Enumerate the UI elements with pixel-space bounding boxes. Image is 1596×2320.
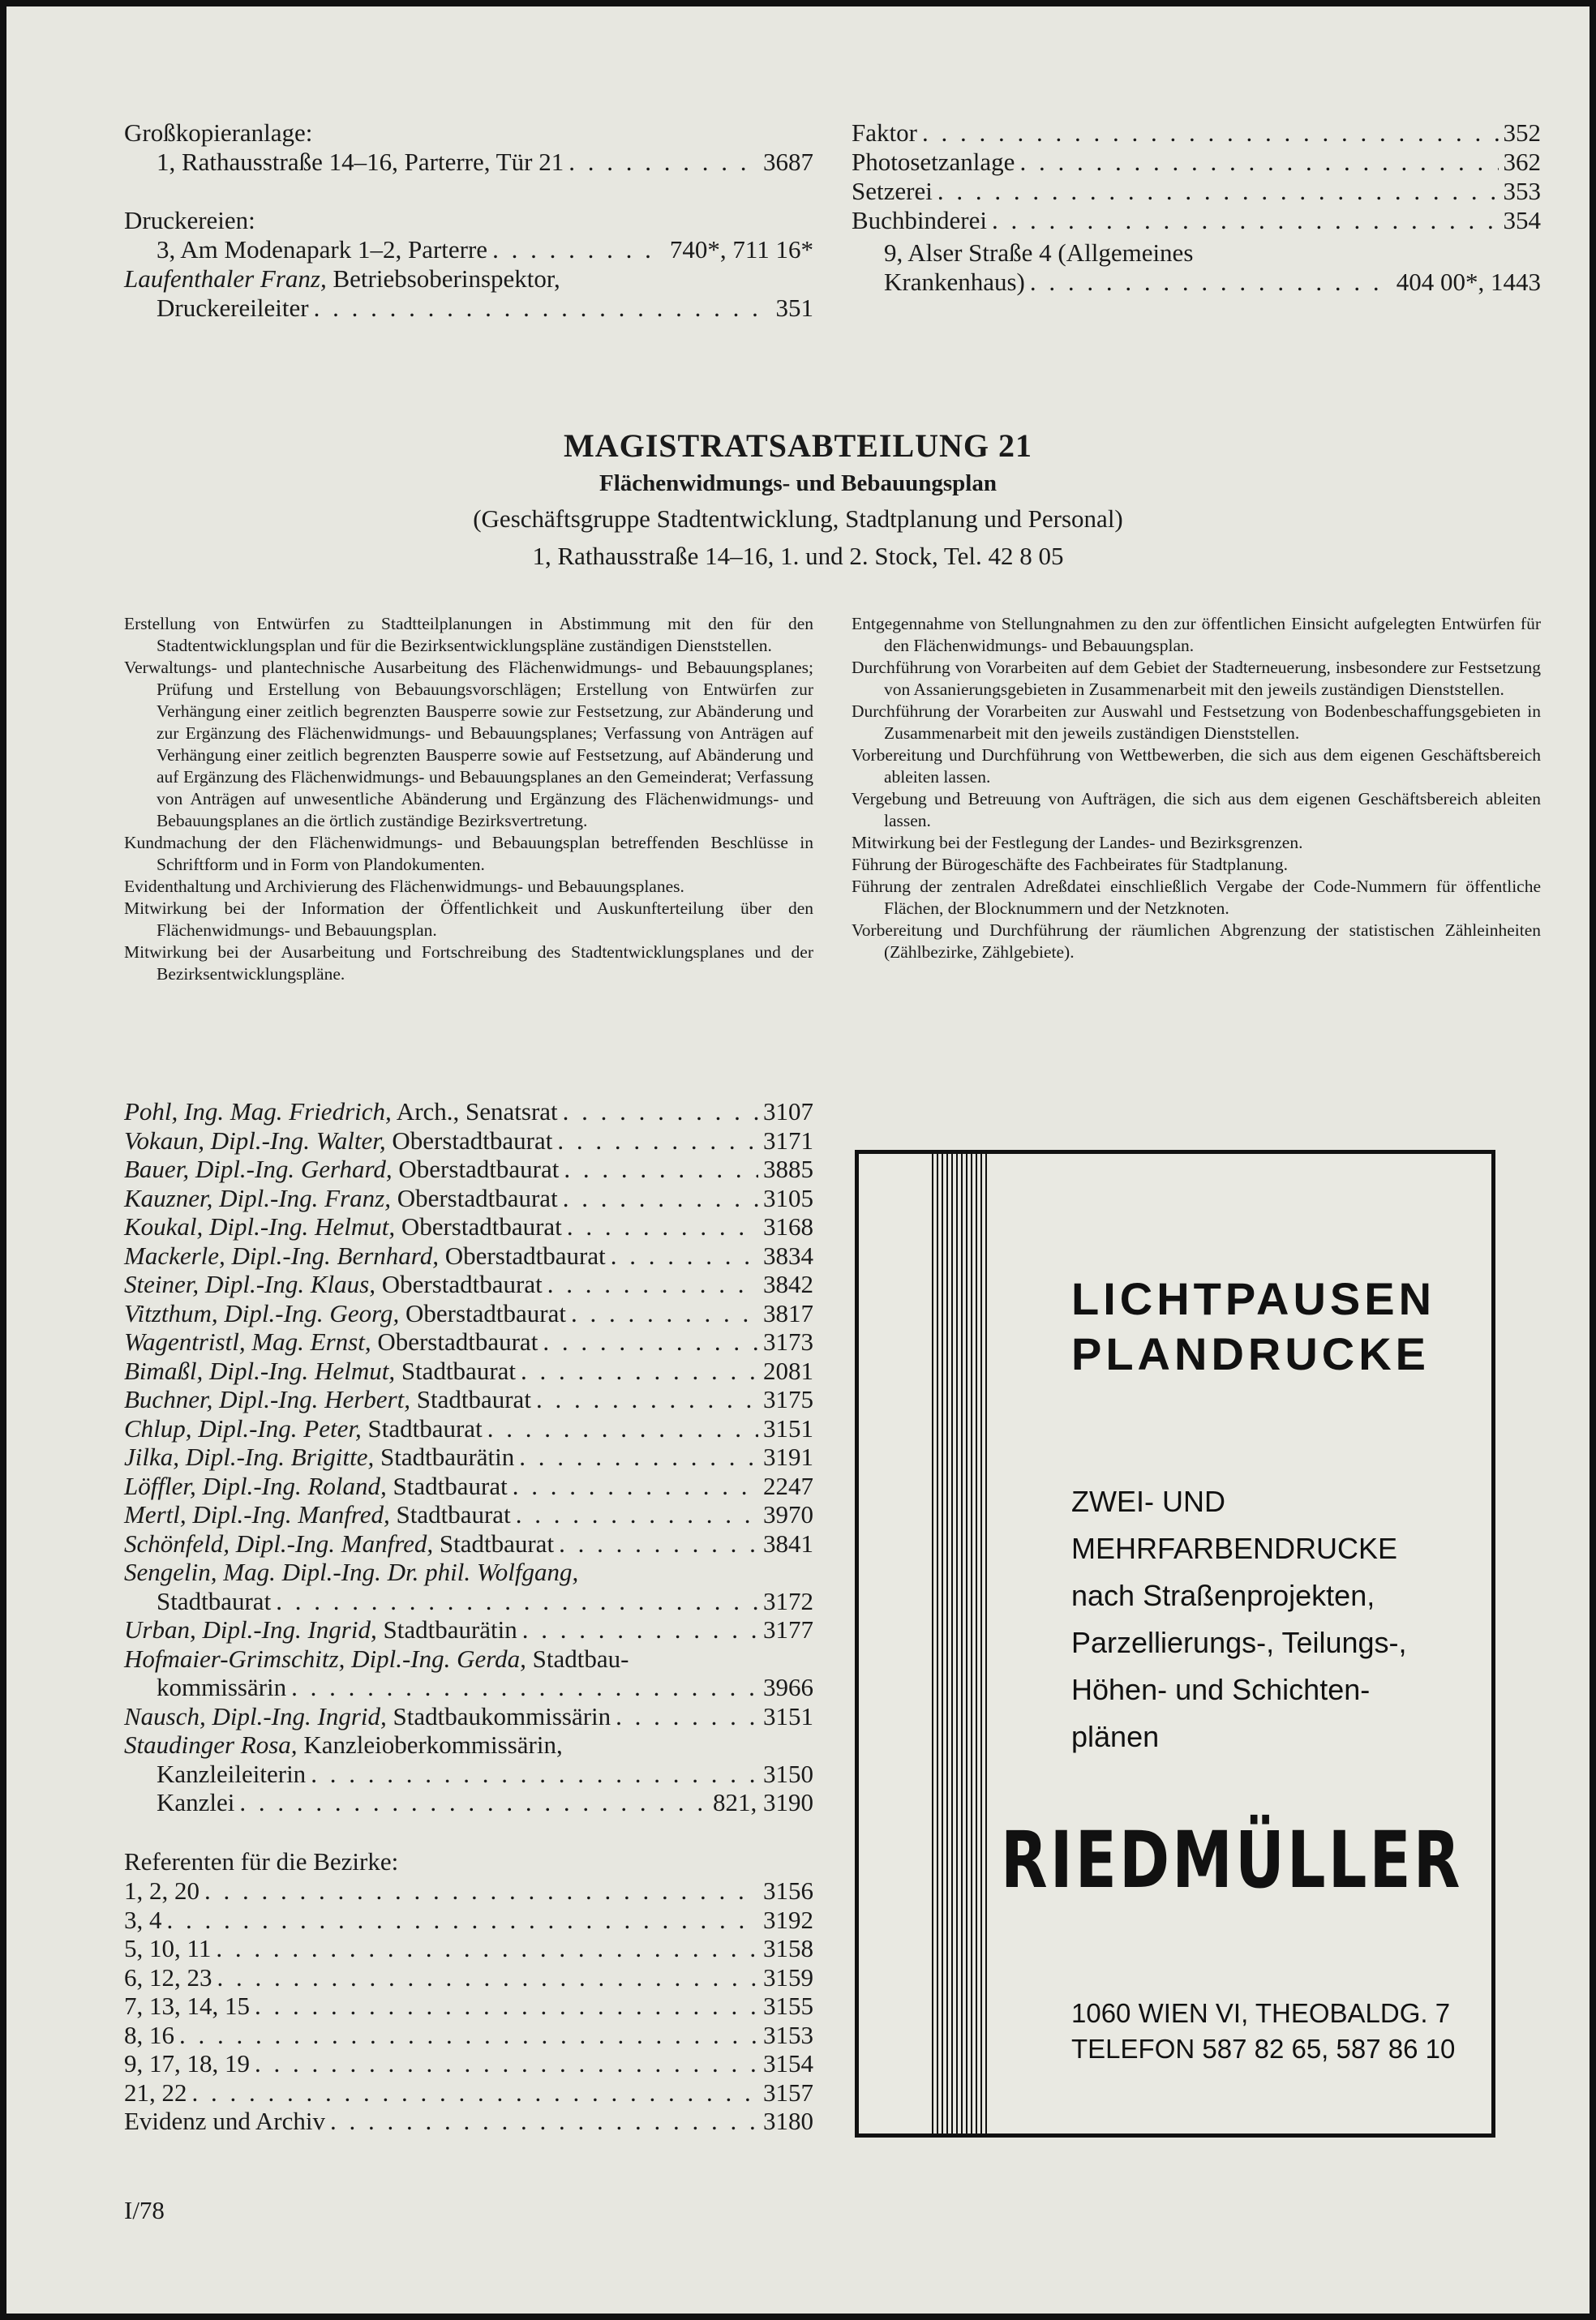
- staff-title: Stadtbaukommissärin: [386, 1701, 611, 1730]
- entry-line: [124, 148, 813, 177]
- leader-dots: [616, 1702, 758, 1731]
- staff-title: Kanzlei: [157, 1788, 235, 1816]
- entry-value: 404 00*, 1443: [1396, 268, 1541, 296]
- task-paragraph: Verwaltungs- und plantechnische Ausarbeitung des Flächenwidmungs- und Bebauungsplanes; Prüfung und Erstellung von Bebauungsvorschlägen; Erstellung von Entwürfen zur Verhängung einer zeitlich begrenzten Bausperre sowie zur Festsetzung, zur Abänderung und zur Ergänzung des Flächenwidmungs- und Bebauungsplanes; Verfassung von Anträgen auf Verhängung einer zeitlich begrenzten Bausperre sowie auf Festsetzung, auf Abänderung und auf Ergänzung des Flächenwidmungs- und Bebauungsplanes an den Gemeinderat; Verfassung von Anträgen auf unwesentliche Abänderung und Ergänzung des Flächenwidmungs- und Bebauungsplanes an die örtlich zuständige Bezirksvertretung.: [124, 658, 813, 830]
- staff-title: Oberstadtbaurat: [395, 1212, 562, 1241]
- leader-dots: [559, 1529, 758, 1559]
- entry-value: 3687: [763, 148, 813, 176]
- leader-dots: [311, 1760, 758, 1789]
- ad-contact: [1071, 1996, 1455, 2067]
- leader-dots: [937, 177, 1499, 206]
- staff-row: [124, 1126, 813, 1156]
- entry-heading: Großkopieranlage:: [124, 118, 313, 147]
- entry-value: 351: [775, 294, 813, 322]
- leader-dots: [513, 1472, 758, 1501]
- staff-name: Hofmaier-Grimschitz, Dipl.-Ing. Gerda,: [124, 1644, 526, 1673]
- staff-row: [124, 1730, 813, 1760]
- leader-dots: [543, 1327, 758, 1357]
- entry-value: 362: [1503, 148, 1541, 176]
- entry-label: Photosetzanlage: [852, 148, 1015, 176]
- leader-dots: [547, 1270, 758, 1299]
- entry-heading: Druckereien:: [124, 206, 255, 234]
- staff-name: Wagentristl, Mag. Ernst,: [124, 1327, 371, 1356]
- leader-dots: [521, 1357, 758, 1386]
- leader-dots: [314, 294, 771, 323]
- leader-dots: [536, 1385, 758, 1414]
- entry-line: [124, 235, 813, 264]
- referent-row: [124, 2107, 813, 2136]
- staff-name: Kauzner, Dipl.-Ing. Franz,: [124, 1183, 391, 1212]
- referent-extension: 3157: [763, 2078, 813, 2107]
- staff-row: [124, 1443, 813, 1472]
- staff-title: Stadtbau-: [526, 1644, 629, 1673]
- staff-row: [124, 1529, 813, 1559]
- leader-dots: [217, 1963, 759, 1992]
- entry-value: 740*, 711 16*: [669, 235, 813, 264]
- staff-title: Stadtbaurat: [386, 1471, 508, 1500]
- leader-dots: [522, 1615, 758, 1645]
- staff-title: Oberstadtbaurat: [375, 1270, 543, 1298]
- document-page: [6, 6, 1590, 2314]
- staff-title: Oberstadtbaurat: [390, 1183, 558, 1212]
- ad-logo: RIEDMÜLLER: [1001, 1815, 1463, 1906]
- referent-extension: 3153: [763, 2020, 813, 2049]
- staff-name: Staudinger Rosa,: [124, 1730, 298, 1759]
- entry-label: Buchbinderei: [852, 206, 988, 234]
- referent-districts: 6, 12, 23: [124, 1962, 212, 1992]
- task-paragraph: Kundmachung der den Flächenwidmungs- und Bebauungsplan betreffenden Beschlüsse in Schriftform und in Form von Plandokumenten.: [124, 833, 813, 874]
- referent-districts: 21, 22: [124, 2078, 187, 2107]
- staff-extension: 3817: [763, 1298, 813, 1327]
- entry-line: [852, 177, 1541, 206]
- staff-extension: 3885: [763, 1155, 813, 1183]
- leader-dots: [204, 1876, 758, 1906]
- staff-name: Vokaun, Dipl.-Ing. Walter,: [124, 1126, 386, 1155]
- staff-extension: 3834: [763, 1241, 813, 1270]
- staff-title: Kanzleioberkommissärin,: [297, 1730, 563, 1759]
- staff-row: [124, 1760, 813, 1789]
- entry-label: 3, Am Modenapark 1–2, Parterre: [157, 235, 488, 264]
- referent-districts: 5, 10, 11: [124, 1934, 212, 1962]
- task-paragraph: Entgegennahme von Stellungnahmen zu den zur öffentlichen Einsicht aufgelegten Entwürfen für den Flächenwidmungs- und Bebauungsplan.: [852, 614, 1541, 655]
- leader-dots: [1019, 148, 1498, 177]
- staff-extension: 3168: [763, 1212, 813, 1241]
- top-right-column: [852, 118, 1541, 297]
- leader-dots: [567, 1212, 758, 1241]
- ad-body-line: MEHRFARBENDRUCKE: [1071, 1532, 1398, 1565]
- ad-body-line: Höhen- und Schichten-: [1071, 1673, 1371, 1706]
- tasks-right-column: [852, 613, 1541, 963]
- leader-dots: [216, 1934, 758, 1963]
- staff-name: Koukal, Dipl.-Ing. Helmut,: [124, 1212, 396, 1241]
- staff-title: Stadtbaurat: [389, 1500, 511, 1529]
- staff-row: [124, 1385, 813, 1414]
- staff-row: [124, 1500, 813, 1529]
- task-paragraph: Durchführung von Vorarbeiten auf dem Gebiet der Stadterneuerung, insbesondere zur Festsetzung von Assanierungsgebieten in Zusammenarbeit mit den jeweils zuständigen Dienststellen.: [852, 658, 1541, 699]
- staff-extension: 3191: [763, 1443, 813, 1471]
- staff-row: [124, 1212, 813, 1241]
- referent-row: [124, 2049, 813, 2078]
- staff-row: [124, 1702, 813, 1731]
- staff-extension: 3966: [763, 1673, 813, 1701]
- staff-title: Oberstadtbaurat: [385, 1126, 553, 1155]
- leader-dots: [487, 1414, 758, 1443]
- staff-title: Stadtbaurätin: [376, 1615, 517, 1644]
- task-paragraph: Führung der Bürogeschäfte des Fachbeirates für Stadtplanung.: [852, 855, 1288, 874]
- entry-label: 9, Alser Straße 4 (Allgemeines: [884, 238, 1194, 267]
- staff-extension: 2081: [763, 1356, 813, 1385]
- staff-extension: 3150: [763, 1759, 813, 1788]
- staff-row: [124, 1270, 813, 1299]
- ad-body-line: nach Straßenprojekten,: [1071, 1579, 1375, 1612]
- staff-name: Mackerle, Dipl.-Ing. Bernhard,: [124, 1241, 439, 1270]
- leader-dots: [519, 1443, 758, 1472]
- staff-row: [124, 1615, 813, 1645]
- task-paragraph: Durchführung der Vorarbeiten zur Auswahl und Festsetzung von Bodenbeschaffungsgebieten in Zusammenarbeit mit den jeweils zuständigen Dienststellen.: [852, 701, 1541, 743]
- leader-dots: [1030, 268, 1392, 297]
- leader-dots: [492, 235, 665, 264]
- staff-title: Arch., Senatsrat: [391, 1097, 558, 1126]
- staff-title: kommissärin: [157, 1673, 287, 1701]
- staff-row: [124, 1558, 813, 1587]
- staff-extension: 3151: [763, 1413, 813, 1443]
- leader-dots: [179, 2021, 758, 2050]
- ad-address: 1060 WIEN VI, THEOBALDG. 7: [1071, 1998, 1451, 2028]
- ad-stripes: [932, 1154, 987, 2133]
- entry-line: [852, 118, 1541, 148]
- staff-extension: 3177: [763, 1615, 813, 1644]
- leader-dots: [192, 2078, 759, 2108]
- staff-title: Oberstadtbaurat: [438, 1241, 606, 1270]
- staff-title: Oberstadtbaurat: [392, 1155, 560, 1183]
- leader-dots: [611, 1241, 758, 1271]
- staff-title: Oberstadtbaurat: [371, 1327, 538, 1356]
- staff-extension: 2247: [763, 1471, 813, 1500]
- leader-dots: [276, 1587, 758, 1616]
- section-title: MAGISTRATSABTEILUNG 21: [563, 427, 1033, 464]
- leader-dots: [330, 2107, 758, 2136]
- staff-name: Pohl, Ing. Mag. Friedrich,: [124, 1097, 392, 1126]
- staff-extension: 3107: [763, 1097, 813, 1126]
- entry-value: 353: [1503, 177, 1541, 205]
- staff-row: [124, 1097, 813, 1126]
- referent-row: [124, 2021, 813, 2050]
- ad-headline: [1071, 1271, 1435, 1382]
- staff-row: [124, 1155, 813, 1184]
- staff-name: Bauer, Dipl.-Ing. Gerhard,: [124, 1155, 393, 1183]
- leader-dots: [563, 1097, 758, 1126]
- referent-row: [124, 1906, 813, 1935]
- section-address: 1, Rathausstraße 14–16, 1. und 2. Stock, Tel. 42 8 05: [532, 542, 1064, 570]
- referents-heading: Referenten für die Bezirke:: [124, 1847, 399, 1876]
- entry-label: 1, Rathausstraße 14–16, Parterre, Tür 21: [157, 148, 564, 176]
- ad-body-line: plänen: [1071, 1720, 1160, 1753]
- staff-row: [124, 1472, 813, 1501]
- person-title: Betriebsoberinspektor,: [326, 264, 560, 293]
- staff-name: Buchner, Dipl.-Ing. Herbert,: [124, 1385, 410, 1413]
- entry-value: 354: [1503, 206, 1541, 234]
- staff-name: Mertl, Dipl.-Ing. Manfred,: [124, 1500, 390, 1529]
- staff-extension: 3173: [763, 1327, 813, 1356]
- leader-dots: [992, 206, 1498, 235]
- staff-extension: 3171: [763, 1126, 813, 1155]
- staff-title: Stadtbaurat: [395, 1356, 517, 1385]
- tasks-left-column: [124, 613, 813, 985]
- entry-label: Krankenhaus): [884, 268, 1025, 296]
- entry-line: [124, 294, 813, 323]
- referent-extension: 3192: [763, 1905, 813, 1934]
- advertisement: [855, 1150, 1495, 2138]
- staff-extension: 3172: [763, 1586, 813, 1615]
- ad-phone: TELEFON 587 82 65, 587 86 10: [1071, 2034, 1456, 2064]
- entry-label: Setzerei: [852, 177, 933, 205]
- task-paragraph: Vorbereitung und Durchführung der räumlichen Abgrenzung der statistischen Zähleinheiten (Zählbezirke, Zählgebiete).: [852, 920, 1541, 962]
- staff-extension: 3151: [763, 1701, 813, 1730]
- task-paragraph: Mitwirkung bei der Ausarbeitung und Fortschreibung des Stadtentwicklungsplanes und der Bezirksentwicklungspläne.: [124, 942, 813, 984]
- staff-extension: 3105: [763, 1183, 813, 1212]
- staff-name: Chlup, Dipl.-Ing. Peter,: [124, 1413, 362, 1443]
- referent-row: [124, 1992, 813, 2021]
- staff-row: [124, 1184, 813, 1213]
- ad-headline-line: LICHTPAUSEN: [1071, 1273, 1436, 1324]
- staff-row: [124, 1327, 813, 1357]
- entry-line: [852, 206, 1541, 235]
- referent-extension: 3154: [763, 2049, 813, 2078]
- section-group: (Geschäftsgruppe Stadtentwicklung, Stadtplanung und Personal): [473, 504, 1123, 533]
- staff-extension: 3175: [763, 1385, 813, 1413]
- ad-body-line: ZWEI- UND: [1071, 1485, 1225, 1518]
- staff-row: [124, 1645, 813, 1674]
- page-number: I/78: [124, 2196, 165, 2224]
- leader-dots: [255, 1992, 758, 2021]
- task-paragraph: Erstellung von Entwürfen zu Stadtteilplanungen in Abstimmung mit den für den Stadtentwicklungsplan und für die Bezirksentwicklungspläne zuständigen Dienststellen.: [124, 614, 813, 655]
- staff-extension: 821, 3190: [713, 1788, 813, 1816]
- leader-dots: [239, 1788, 708, 1817]
- staff-name: Urban, Dipl.-Ing. Ingrid,: [124, 1615, 377, 1644]
- leader-dots: [557, 1126, 758, 1156]
- leader-dots: [167, 1906, 759, 1935]
- top-left-column: [124, 118, 813, 323]
- referent-extension: 3180: [763, 2107, 813, 2135]
- staff-row: [124, 1241, 813, 1271]
- person-name: Laufenthaler Franz,: [124, 264, 327, 293]
- section-subtitle: Flächenwidmungs- und Bebauungsplan: [599, 470, 997, 496]
- entry-value: 352: [1503, 118, 1541, 147]
- referent-districts: 7, 13, 14, 15: [124, 1992, 250, 2020]
- referent-extension: 3156: [763, 1876, 813, 1905]
- referent-extension: 3158: [763, 1934, 813, 1962]
- entry-label: Faktor: [852, 118, 917, 147]
- staff-row: [124, 1299, 813, 1328]
- task-paragraph: Führung der zentralen Adreßdatei einschließlich Vergabe der Code-Nummern für öffentliche Flächen, der Blocknummern und der Netzknoten.: [852, 877, 1541, 918]
- staff-title: Stadtbaurat: [433, 1529, 555, 1558]
- staff-row: [124, 1587, 813, 1616]
- entry-line: [852, 268, 1541, 297]
- referent-districts: 3, 4: [124, 1905, 162, 1934]
- leader-dots: [516, 1500, 758, 1529]
- entry-person: [124, 264, 813, 294]
- staff-name: Jilka, Dipl.-Ing. Brigitte,: [124, 1443, 375, 1471]
- leader-dots: [571, 1299, 758, 1328]
- leader-dots: [564, 1155, 758, 1184]
- staff-title: Stadtbaurat: [157, 1586, 272, 1615]
- staff-title: Kanzleileiterin: [157, 1759, 307, 1788]
- staff-name: Nausch, Dipl.-Ing. Ingrid,: [124, 1701, 387, 1730]
- referent-row: [124, 1934, 813, 1963]
- task-paragraph: Evidenthaltung und Archivierung des Flächenwidmungs- und Bebauungsplanes.: [124, 877, 684, 896]
- leader-dots: [568, 148, 758, 177]
- staff-title: Stadtbaurat: [410, 1385, 531, 1413]
- staff-name: Bimaßl, Dipl.-Ing. Helmut,: [124, 1356, 396, 1385]
- referent-districts: 9, 17, 18, 19: [124, 2049, 250, 2078]
- staff-name: Löffler, Dipl.-Ing. Roland,: [124, 1471, 387, 1500]
- referent-extension: 3155: [763, 1992, 813, 2020]
- staff-name: Steiner, Dipl.-Ing. Klaus,: [124, 1270, 375, 1298]
- staff-title: Stadtbaurat: [361, 1413, 483, 1443]
- referent-row: [124, 1963, 813, 1992]
- leader-dots: [922, 118, 1499, 148]
- staff-name: Sengelin, Mag. Dipl.-Ing. Dr. phil. Wolfgang,: [124, 1558, 579, 1586]
- district-referents: [124, 1847, 813, 2136]
- entry-label: Druckereileiter: [157, 294, 309, 322]
- task-paragraph: Mitwirkung bei der Festlegung der Landes- und Bezirksgrenzen.: [852, 833, 1303, 852]
- leader-dots: [291, 1673, 758, 1702]
- staff-row: [124, 1673, 813, 1702]
- staff-extension: 3970: [763, 1500, 813, 1529]
- leader-dots: [563, 1184, 758, 1213]
- entry-line: [852, 148, 1541, 177]
- ad-body-line: Parzellierungs-, Teilungs-,: [1071, 1626, 1407, 1659]
- ad-headline-line: PLANDRUCKE: [1071, 1328, 1430, 1379]
- staff-row: [124, 1788, 813, 1817]
- referent-districts: 1, 2, 20: [124, 1876, 200, 1905]
- staff-row: [124, 1357, 813, 1386]
- staff-extension: 3841: [763, 1529, 813, 1558]
- task-paragraph: Mitwirkung bei der Information der Öffentlichkeit und Auskunfterteilung über den Flächenwidmungs- und Bebauungsplan.: [124, 898, 813, 940]
- referent-extension: 3159: [763, 1962, 813, 1992]
- referent-districts: Evidenz und Archiv: [124, 2107, 325, 2135]
- ad-body: [1071, 1478, 1407, 1760]
- referent-row: [124, 2078, 813, 2108]
- staff-title: Stadtbaurätin: [374, 1443, 515, 1471]
- staff-list: [124, 1097, 813, 1817]
- task-paragraph: Vorbereitung und Durchführung von Wettbewerben, die sich aus dem eigenen Geschäftsbereich ableiten lassen.: [852, 745, 1541, 787]
- staff-name: Schönfeld, Dipl.-Ing. Manfred,: [124, 1529, 434, 1558]
- referent-row: [124, 1876, 813, 1906]
- leader-dots: [255, 2049, 758, 2078]
- staff-title: Oberstadtbaurat: [399, 1298, 566, 1327]
- task-paragraph: Vergebung und Betreuung von Aufträgen, die sich aus dem eigenen Geschäftsbereich ableiten lassen.: [852, 789, 1541, 830]
- staff-extension: 3842: [763, 1270, 813, 1298]
- staff-row: [124, 1414, 813, 1443]
- referent-districts: 8, 16: [124, 2020, 174, 2049]
- staff-name: Vitzthum, Dipl.-Ing. Georg,: [124, 1298, 400, 1327]
